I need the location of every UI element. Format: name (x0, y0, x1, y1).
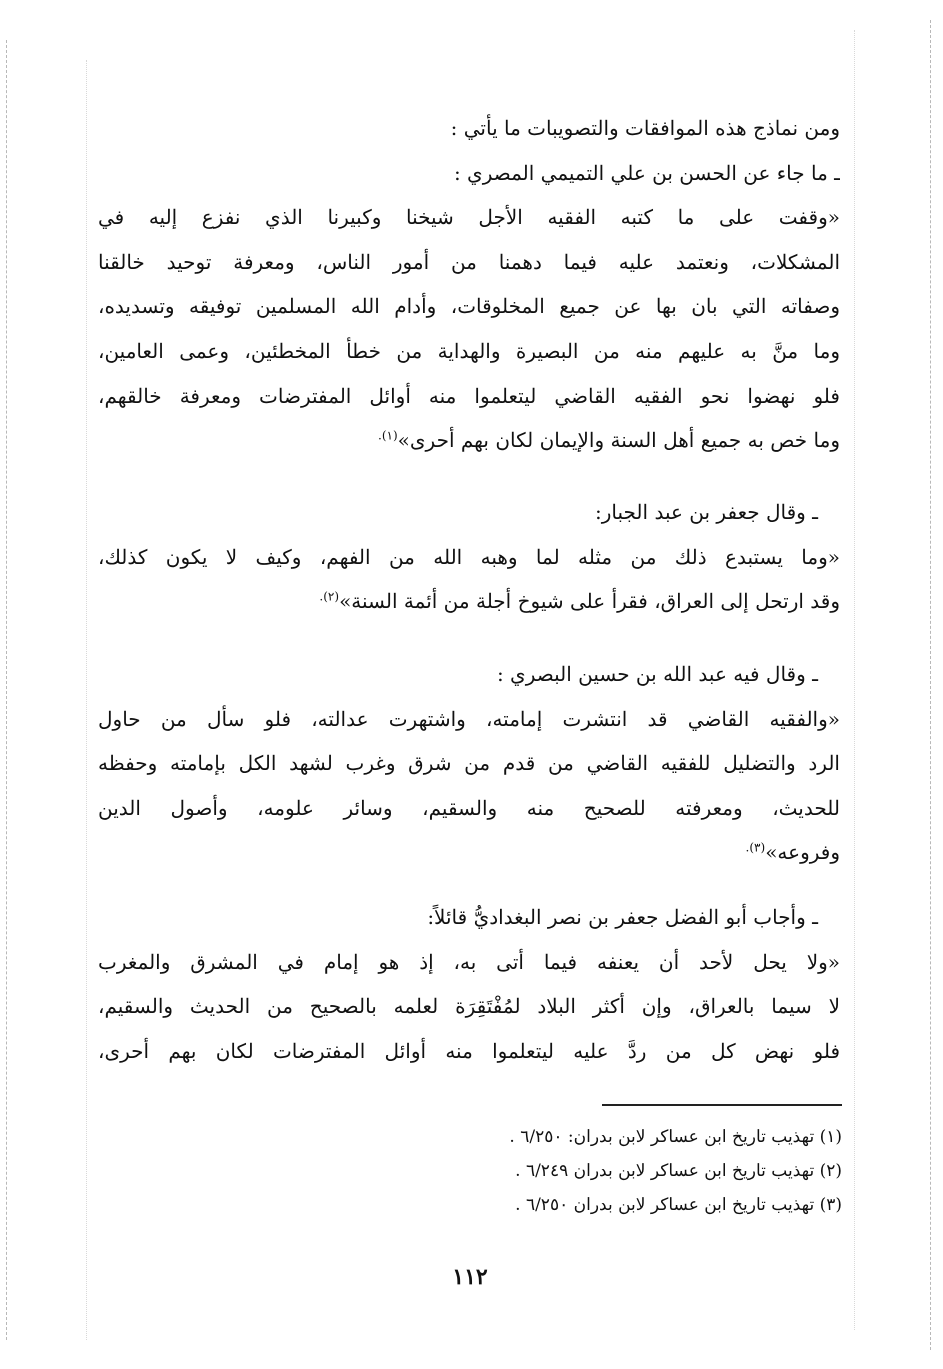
quote-1-line-5: فلو نهضوا نحو الفقيه القاضي ليتعلموا منه أوائل المفترضات ومعرفة خالقهم، (98, 383, 840, 408)
quote-1-line-3: وصفاته التي بان بها عن جميع المخلوقات، وأدام الله المسلمين توفيقه وتسديده، (98, 294, 840, 319)
footnote-ref-1: (١). (378, 428, 398, 443)
scan-guide-right (854, 30, 855, 1330)
paragraph-4 (98, 895, 840, 1073)
quote-3-line-4-text: وفروعه» (765, 840, 840, 865)
footnote-ref-3: (٣). (745, 840, 766, 855)
footnote-ref-2: (٢). (319, 589, 340, 604)
quote-4-line-1: «ولا يحل لأحد أن يعنفه فيما أتى به، إذ هو إمام في المشرق والمغرب (98, 949, 840, 974)
quote-2-line-1: «وما يستبدع ذلك من مثله لما وهبه الله من الفهم، وكيف لا يكون كذلك، (98, 544, 840, 569)
quote-1-line-6-text: وما خص به جميع أهل السنة والإيمان لكان بهم أحرى» (397, 428, 840, 453)
quote-1-line-4: وما منَّ به عليهم منه من البصيرة والهداية من خطأ المخطئين، وعمى العامين، (98, 338, 840, 363)
footnote-separator (602, 1104, 842, 1106)
quote-1-line-1: «وقفت على ما كتبه الفقيه الأجل شيخنا وكبيرنا الذي نفزع إليه في (98, 205, 840, 230)
quote-3-line-4 (98, 830, 840, 875)
footnote-2: (٢) تهذيب تاريخ ابن عساكر لابن بدران ٦/٢٤٩ . (515, 1161, 842, 1181)
scan-edge-right (930, 20, 931, 1350)
quote-heading-2: ـ وقال جعفر بن عبد الجبار: (595, 500, 818, 524)
scan-guide-left (86, 60, 87, 1340)
quote-3-line-1: «والفقيه القاضي قد انتشرت إمامته، واشتهرت عدالته، فلو سأل من حاول (98, 706, 840, 731)
quote-heading-1: ـ ما جاء عن الحسن بن علي التميمي المصري : (453, 160, 840, 185)
footnote-1: (١) تهذيب تاريخ ابن عساكر لابن بدران: ٦/٢٥٠ . (509, 1127, 842, 1147)
intro-line: ومن نماذج هذه الموافقات والتصويبات ما يأتي : (450, 116, 840, 140)
quote-2-line-2-text: وقد ارتحل إلى العراق، فقرأ على شيوخ أجلة من أئمة السنة» (339, 589, 840, 614)
quote-2-line-2 (98, 579, 840, 624)
quote-3-line-3: للحديث، ومعرفته للصحيح منه والسقيم، وسائر علومه، وأصول الدين (98, 795, 840, 820)
paragraph-1 (98, 106, 840, 463)
scan-edge-left (6, 40, 7, 1340)
quote-4-line-2: لا سيما بالعراق، وإن أكثر البلاد لمُفْتَقِرَة لعلمه بالصحيح من الحديث والسقيم، (98, 994, 840, 1019)
quote-heading-4: ـ وأجاب أبو الفضل جعفر بن نصر البغداديُّ قائلاً: (427, 905, 818, 929)
footnotes (380, 1120, 842, 1222)
quote-3-line-2: الرد والتضليل للفقيه القاضي من قدم من شرق وغرب لشهد الكل بإمامته وحفظه (98, 751, 840, 776)
quote-heading-3: ـ وقال فيه عبد الله بن حسين البصري : (496, 662, 818, 686)
paragraph-3 (98, 652, 840, 875)
quote-1-line-6 (98, 418, 840, 463)
paragraph-2 (98, 490, 840, 624)
footnote-3: (٣) تهذيب تاريخ ابن عساكر لابن بدران ٦/٢٥٠ . (515, 1195, 842, 1215)
quote-1-line-2: المشكلات، ونعتمد عليه فيما دهمنا من أمور الناس، ومعرفة توحيد خالقنا (98, 249, 840, 274)
quote-4-line-3: فلو نهض كل من ردَّ عليه ليتعلموا منه أوائل المفترضات لكان بهم أحرى، (98, 1038, 840, 1063)
page-number: ١١٢ (452, 1264, 488, 1290)
